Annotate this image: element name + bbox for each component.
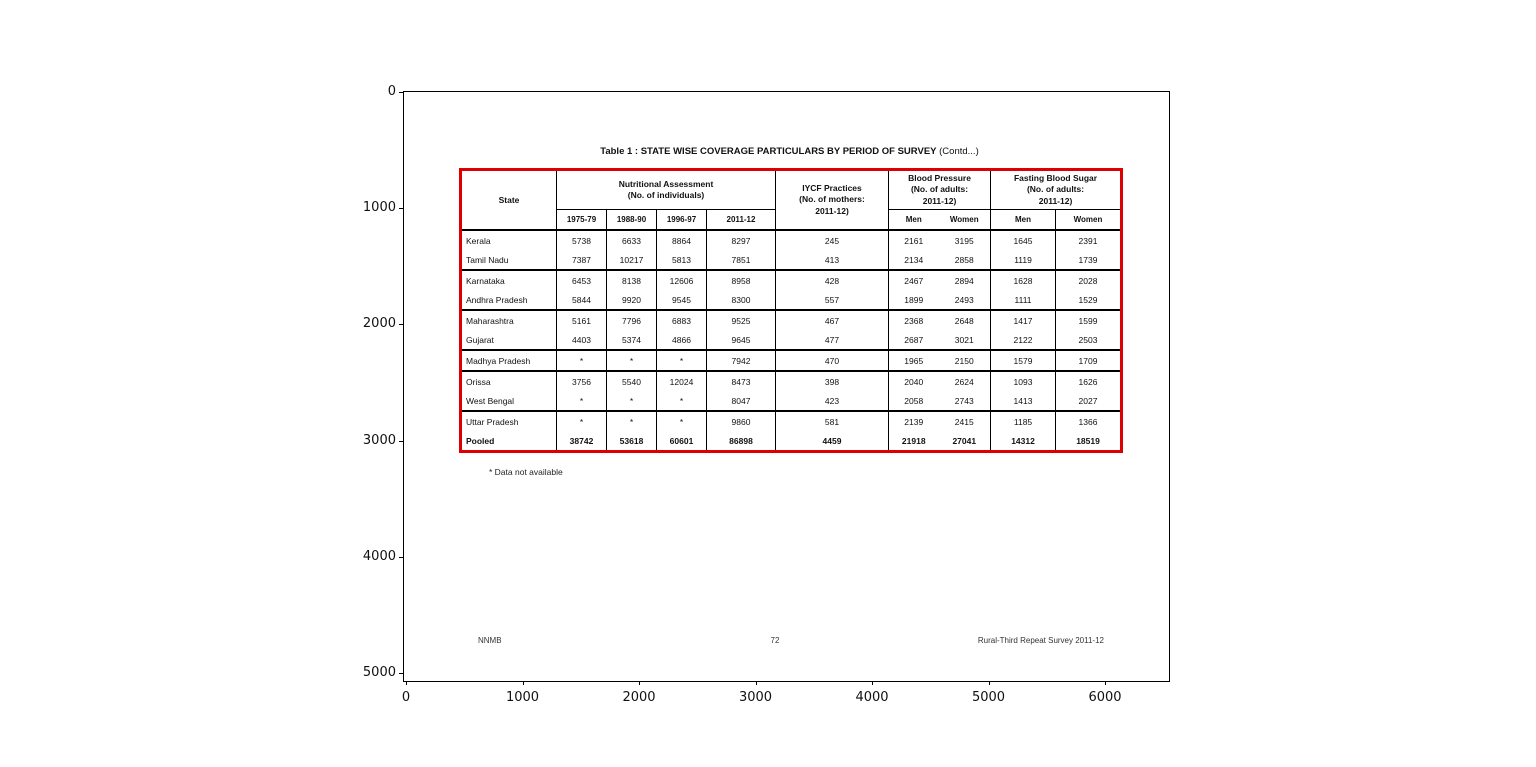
y-tick-label: 1000 (362, 200, 396, 216)
value-cell: 2040 (889, 371, 939, 391)
state-cell: Uttar Pradesh (461, 411, 557, 431)
col-header-bp-women: Women (939, 210, 991, 231)
value-cell: 6453 (557, 270, 607, 290)
value-cell: 38742 (557, 431, 607, 452)
x-tick-label: 0 (401, 690, 411, 705)
value-cell: 245 (776, 230, 889, 250)
value-cell: 5161 (557, 310, 607, 330)
table-body (461, 230, 1122, 452)
state-cell: Kerala (461, 230, 557, 250)
state-cell: Karnataka (461, 270, 557, 290)
col-header-2011-12: 2011-12 (707, 210, 776, 231)
value-cell: * (607, 411, 657, 431)
value-cell: * (657, 391, 707, 411)
table-head (461, 170, 1122, 231)
value-cell: 1965 (889, 350, 939, 371)
plot-area (362, 84, 1170, 705)
value-cell: 477 (776, 330, 889, 350)
value-cell: 423 (776, 391, 889, 411)
scanned-document-page (404, 92, 1169, 681)
x-tick-label: 5000 (971, 690, 1006, 705)
value-cell: 2503 (1056, 330, 1122, 350)
value-cell: * (557, 391, 607, 411)
col-header-1988-90: 1988-90 (607, 210, 657, 231)
col-header-state: State (461, 170, 557, 231)
value-cell: 4866 (657, 330, 707, 350)
value-cell: 53618 (607, 431, 657, 452)
state-cell: Gujarat (461, 330, 557, 350)
iycf-line1: IYCF Practices (802, 183, 862, 194)
value-cell: 5540 (607, 371, 657, 391)
table-row (461, 350, 1122, 371)
y-tick-label: 0 (387, 84, 396, 99)
table-row (461, 431, 1122, 452)
value-cell: 1366 (1056, 411, 1122, 431)
x-tick-mark (872, 681, 873, 685)
value-cell: 9525 (707, 310, 776, 330)
col-header-fasting-blood-sugar (991, 170, 1122, 210)
table-row (461, 371, 1122, 391)
value-cell: 428 (776, 270, 889, 290)
value-cell: 2467 (889, 270, 939, 290)
footer-survey-label: Rural-Third Repeat Survey 2011-12 (977, 636, 1104, 645)
value-cell: 1417 (991, 310, 1056, 330)
value-cell: 12606 (657, 270, 707, 290)
value-cell: 3756 (557, 371, 607, 391)
value-cell: 7942 (707, 350, 776, 371)
state-cell: Tamil Nadu (461, 250, 557, 270)
value-cell: 1626 (1056, 371, 1122, 391)
value-cell: 27041 (952, 435, 977, 446)
value-cell: 5813 (657, 250, 707, 270)
value-cell: 8138 (607, 270, 657, 290)
value-cell: 9920 (607, 290, 657, 310)
col-header-1996-97: 1996-97 (657, 210, 707, 231)
nutritional-line2: (No. of individuals) (627, 190, 705, 200)
value-cell: 9860 (707, 411, 776, 431)
value-cell: 8300 (707, 290, 776, 310)
bp-line1: Blood Pressure (908, 173, 971, 184)
table-row (461, 310, 1122, 330)
table-row (461, 290, 1122, 310)
value-cell: 5738 (557, 230, 607, 250)
value-cell: * (607, 391, 657, 411)
value-cell: 9645 (707, 330, 776, 350)
y-tick-label: 4000 (362, 548, 396, 564)
col-header-nutritional (557, 170, 776, 210)
value-cell: 1739 (1056, 250, 1122, 270)
value-cell: 2894 (939, 270, 991, 290)
y-tick-mark (399, 324, 403, 325)
value-cell: 1599 (1056, 310, 1122, 330)
footnote: * Data not available (489, 467, 563, 477)
value-cell: 2687 (889, 330, 939, 350)
value-cell: 86898 (707, 431, 776, 452)
value-cell: 2648 (939, 310, 991, 330)
value-cell: 12024 (657, 371, 707, 391)
value-cell: 6633 (607, 230, 657, 250)
value-cell: 1111 (991, 290, 1056, 310)
x-tick-mark (639, 681, 640, 685)
table-title-text: Table 1 : STATE WISE COVERAGE PARTICULARS BY PERIOD OF SURVEY (600, 146, 937, 157)
value-cell: 8047 (707, 391, 776, 411)
x-tick-mark (523, 681, 524, 685)
value-cell: 7851 (707, 250, 776, 270)
table-title-suffix: (Contd...) (936, 146, 979, 157)
value-cell: 6883 (657, 310, 707, 330)
nutritional-line1: Nutritional Assessment (618, 178, 714, 189)
y-tick-mark (399, 92, 403, 93)
y-tick-mark (399, 673, 403, 674)
value-cell: 1185 (991, 411, 1056, 431)
value-cell: * (657, 350, 707, 371)
value-cell: 3195 (939, 230, 991, 250)
state-cell: Andhra Pradesh (461, 290, 557, 310)
iycf-line3: 2011-12) (815, 205, 849, 216)
value-cell: 4403 (557, 330, 607, 350)
value-cell: 2134 (889, 250, 939, 270)
x-tick-label: 4000 (855, 690, 889, 705)
value-cell: 8473 (707, 371, 776, 391)
value-cell: 14312 (991, 431, 1056, 452)
value-cell: 1579 (991, 350, 1056, 371)
value-cell: 5374 (607, 330, 657, 350)
value-cell: 1709 (1056, 350, 1122, 371)
value-cell: 470 (776, 350, 889, 371)
table-row (461, 411, 1122, 431)
coverage-table (459, 168, 1123, 453)
value-cell: 467 (776, 310, 889, 330)
y-tick-label: 3000 (362, 432, 396, 448)
value-cell: 2743 (954, 395, 974, 406)
value-cell: 557 (776, 290, 889, 310)
col-header-fbs-women: Women (1056, 210, 1122, 231)
state-cell: Maharashtra (461, 310, 557, 330)
value-cell: 18519 (1056, 431, 1122, 452)
value-cell: 2161 (889, 230, 939, 250)
value-cell: 413 (776, 250, 889, 270)
footer-org-label: NNMB (478, 636, 502, 645)
col-header-blood-pressure (889, 170, 991, 210)
value-cell: 398 (776, 371, 889, 391)
value-cell: 7796 (607, 310, 657, 330)
fbs-line1: Fasting Blood Sugar (1013, 173, 1098, 184)
col-header-iycf (776, 170, 889, 231)
col-header-bp-men: Men (889, 210, 939, 231)
fbs-line2: (No. of adults: (1026, 184, 1085, 195)
value-cell: 1413 (991, 391, 1056, 411)
table-row (461, 250, 1122, 270)
value-cell: 2391 (1056, 230, 1122, 250)
value-cell: 5844 (557, 290, 607, 310)
state-cell: West Bengal (461, 391, 557, 411)
value-cell: 2028 (1056, 270, 1122, 290)
value-cell: 2058 (889, 391, 939, 411)
footer-page-number: 72 (770, 636, 780, 645)
state-cell: Orissa (461, 371, 557, 391)
value-cell: 8958 (707, 270, 776, 290)
value-cell: 21918 (889, 431, 939, 452)
table-row (461, 330, 1122, 350)
bp-line3: 2011-12) (922, 195, 957, 206)
value-cell: 2122 (991, 330, 1056, 350)
coverage-table-wrapper (459, 168, 1123, 453)
y-tick-mark (399, 557, 403, 558)
y-tick-mark (399, 208, 403, 209)
bp-line2: (No. of adults: (910, 184, 969, 195)
x-tick-label: 1000 (505, 690, 540, 705)
value-cell: 1628 (991, 270, 1056, 290)
col-header-fbs-men: Men (991, 210, 1056, 231)
value-cell: 581 (776, 411, 889, 431)
state-cell: Madhya Pradesh (461, 350, 557, 371)
value-cell: 1119 (991, 250, 1056, 270)
table-row (461, 230, 1122, 250)
col-header-1975-79: 1975-79 (557, 210, 607, 231)
value-cell: 1529 (1056, 290, 1122, 310)
value-cell: 1093 (991, 371, 1056, 391)
x-tick-label: 2000 (622, 690, 656, 705)
value-cell: 4459 (776, 431, 889, 452)
value-cell: 8297 (707, 230, 776, 250)
table-row (461, 391, 1122, 411)
value-cell: 1899 (889, 290, 939, 310)
header-row-groups (461, 170, 1122, 210)
x-tick-label: 3000 (738, 690, 773, 705)
value-cell: 2368 (889, 310, 939, 330)
x-tick-label: 6000 (1088, 690, 1122, 705)
value-cell: 2150 (939, 350, 991, 371)
value-cell: * (557, 411, 607, 431)
fbs-line3: 2011-12) (1038, 195, 1073, 206)
value-cell: 2624 (939, 371, 991, 391)
value-cell: * (657, 411, 707, 431)
value-cell: 60601 (657, 431, 707, 452)
value-cell: 1645 (991, 230, 1056, 250)
y-tick-label: 2000 (362, 316, 396, 332)
value-cell: * (607, 350, 657, 371)
y-tick-mark (399, 441, 403, 442)
y-tick-label: 5000 (362, 665, 396, 680)
x-tick-mark (1105, 681, 1106, 685)
state-cell: Pooled (461, 431, 557, 452)
value-cell: * (557, 350, 607, 371)
document-table-title (459, 146, 1120, 157)
value-cell: 2858 (954, 254, 974, 265)
value-cell: 9545 (657, 290, 707, 310)
x-tick-mark (989, 681, 990, 685)
value-cell: 2493 (954, 294, 974, 305)
value-cell: 2415 (939, 411, 991, 431)
value-cell: 2027 (1056, 391, 1122, 411)
iycf-line2: (No. of mothers: (799, 194, 865, 205)
value-cell: 3021 (954, 334, 974, 345)
value-cell: 10217 (607, 250, 657, 270)
value-cell: 8864 (657, 230, 707, 250)
x-tick-mark (406, 681, 407, 685)
value-cell: 7387 (557, 250, 607, 270)
table-row (461, 270, 1122, 290)
x-tick-mark (756, 681, 757, 685)
value-cell: 2139 (889, 411, 939, 431)
